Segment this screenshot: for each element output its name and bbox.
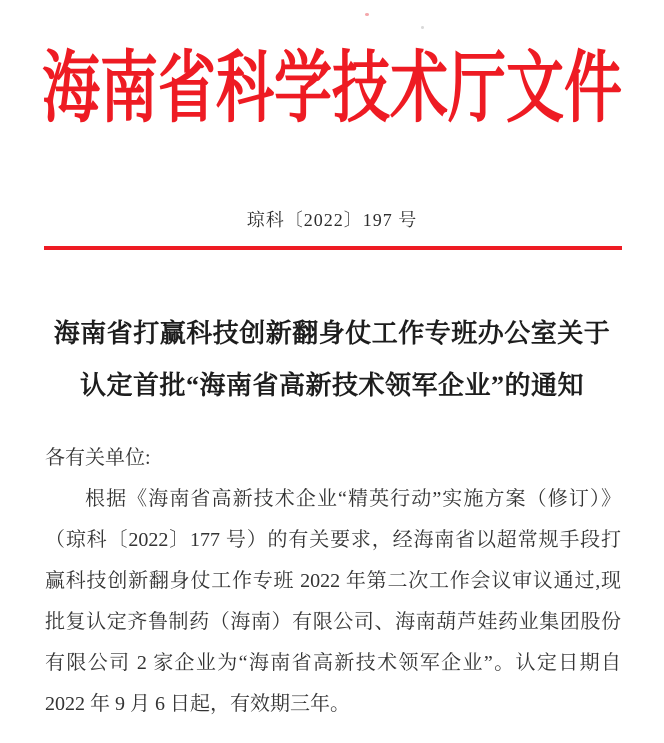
document-body [45, 438, 621, 725]
paragraph-line: 根据《海南省高新技术企业“精英行动”实施方案（修订）》 [85, 488, 621, 510]
document-number: 琼科〔2022〕197 号 [246, 210, 418, 230]
red-divider-rule [44, 246, 622, 250]
paragraph-line: （琼科〔2022〕177 号）的有关要求，经海南省以超常规手段打 [45, 529, 621, 551]
paragraph-line: 批复认定齐鲁制药（海南）有限公司、海南葫芦娃药业集团股份 [45, 611, 621, 633]
document-title-line-2: 认定首批“海南省高新技术领军企业”的通知 [79, 371, 584, 400]
red-header-title: 海南省科学技术厅文件 [41, 44, 622, 132]
document-title-line-1: 海南省打赢科技创新翻身仗工作专班办公室关于 [53, 319, 611, 348]
paragraph-line: 赢科技创新翻身仗工作专班 2022 年第二次工作会议审议通过,现 [45, 570, 621, 592]
salutation: 各有关单位: [45, 447, 151, 469]
paragraph-line-last: 2022 年 9 月 6 日起，有效期三年。 [45, 693, 350, 715]
document-title [20, 308, 644, 412]
scan-artifact-speck [421, 26, 424, 29]
paragraph-line: 有限公司 2 家企业为“海南省高新技术领军企业”。认定日期自 [45, 652, 621, 674]
scan-artifact-speck [365, 13, 369, 16]
